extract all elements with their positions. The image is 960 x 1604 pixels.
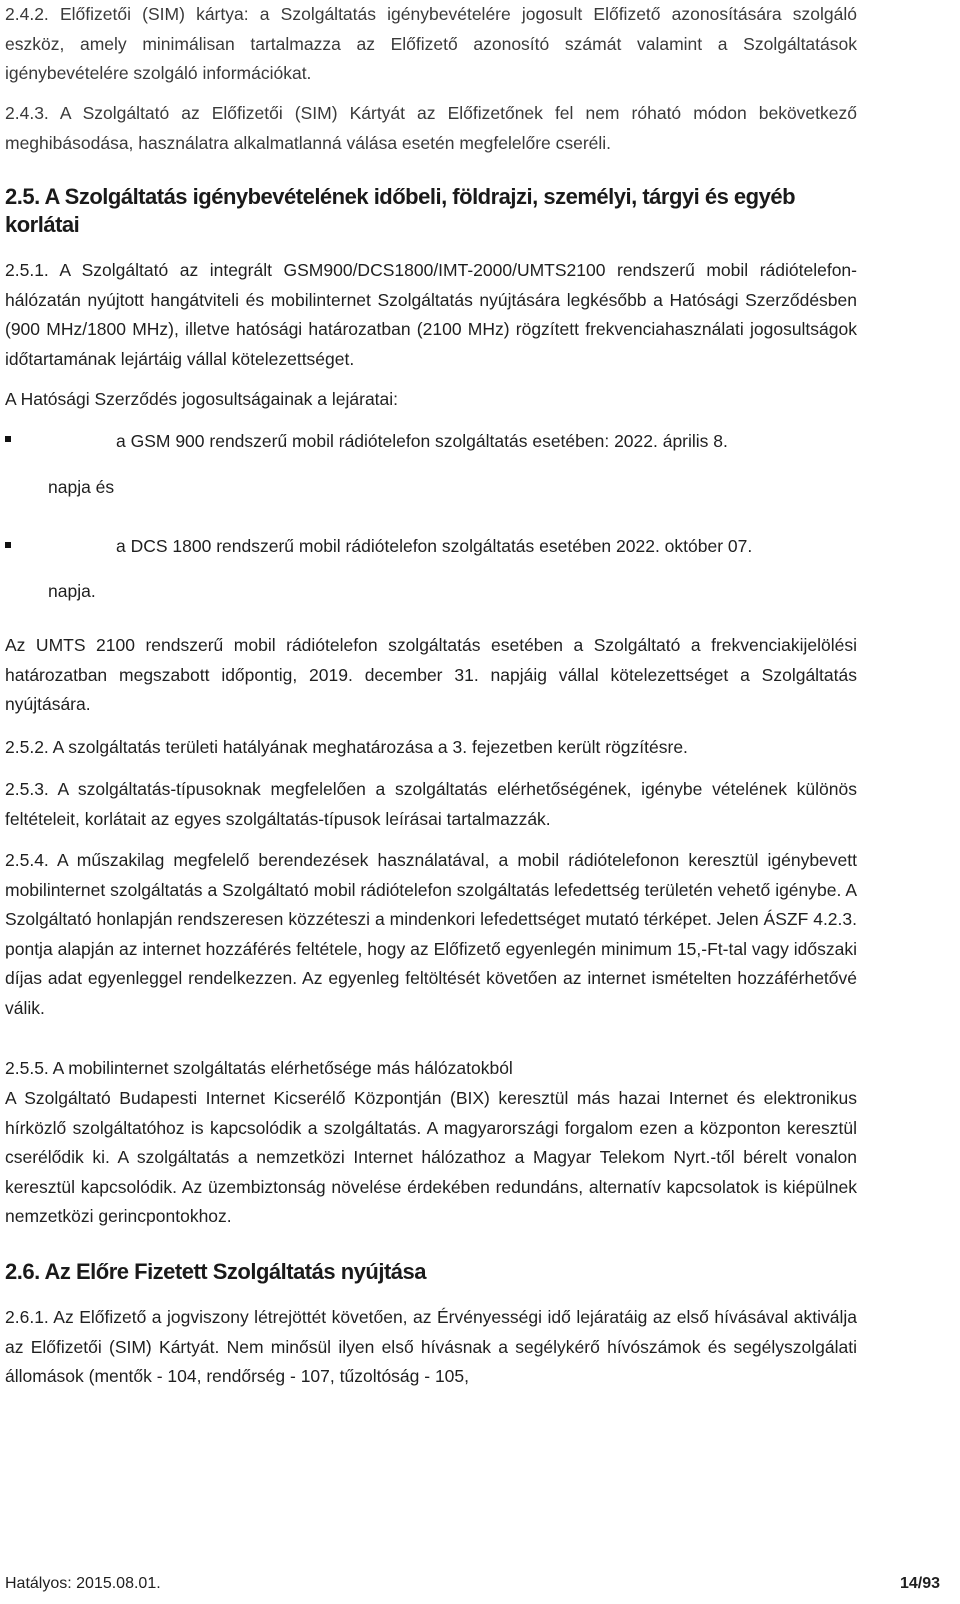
footer-effective-date: Hatályos: 2015.08.01. <box>5 1575 161 1592</box>
paragraph-umts: Az UMTS 2100 rendszerű mobil rádiótelefon szolgáltatás esetében a Szolgáltató a frekvenciakijelölési határozatban megszabott időpontig, 2019. december 31. napjáig vállal kötelezettséget a Szolgáltatás nyújtására. <box>5 635 857 714</box>
bullet-item-dcs: a DCS 1800 rendszerű mobil rádiótelefon szolgáltatás esetében 2022. október 07. <box>116 536 753 556</box>
bullet-marker <box>5 436 11 442</box>
paragraph-2-5-3: 2.5.3. A szolgáltatás-típusoknak megfelelően a szolgáltatás elérhetőségének, igénybe vételének különös feltételeit, korlátait az egyes szolgáltatás-típusok leírásai tartalmazzák. <box>5 779 857 829</box>
bullet-item-gsm: a GSM 900 rendszerű mobil rádiótelefon szolgáltatás esetében: 2022. április 8. <box>116 431 728 451</box>
paragraph-2-6-1: 2.6.1. Az Előfizető a jogviszony létrejöttét követően, az Érvényességi idő lejáratáig az első hívásával aktiválja az Előfizetői (SIM) Kártyát. Nem minősül ilyen első hívásnak a segélykérő hívószámok és segélyszolgálati állomások (mentők - 104, rendőrség - 107, tűzoltóság - 105, <box>5 1307 857 1386</box>
bullet-item-gsm-continuation: napja és <box>48 477 115 497</box>
paragraph-2-4-3: 2.4.3. A Szolgáltató az Előfizetői (SIM) Kártyát az Előfizetőnek fel nem róható módon bekövetkező meghibásodása, használatra alkalmatlanná válása esetén megfelelőre cseréli. <box>5 103 857 153</box>
paragraph-2-4-2: 2.4.2. Előfizetői (SIM) kártya: a Szolgáltatás igénybevételére jogosult Előfizető azonosítására szolgáló eszköz, amely minimálisan tartalmazza az Előfizető azonosító számát valamint a Szolgáltatások igénybevételére szolgáló információkat. <box>5 4 857 83</box>
footer-page-number: 14/93 <box>899 1575 940 1592</box>
paragraph-2-5-2: 2.5.2. A szolgáltatás területi hatályának meghatározása a 3. fejezetben került rögzítésre. <box>5 737 688 757</box>
bullet-item-dcs-continuation: napja. <box>48 581 96 601</box>
bullet-marker <box>5 542 11 548</box>
paragraph-2-5-1: 2.5.1. A Szolgáltató az integrált GSM900/DCS1800/IMT-2000/UMTS2100 rendszerű mobil rádiótelefon-hálózatán nyújtott hangátviteli és mobilinternet Szolgáltatás nyújtására legkésőbb a Hatósági Szerződésben (900 MHz/1800 MHz), illetve hatósági határozatban (2100 MHz) rögzített frekvenciahasználati jogosultságok időtartamának lejártáig vállal kötelezettséget. <box>5 260 857 369</box>
paragraph-hatosagi-szerzodes: A Hatósági Szerződés jogosultságainak a lejáratai: <box>5 389 399 409</box>
paragraph-2-5-5-body: A Szolgáltató Budapesti Internet Kicserélő Központján (BIX) keresztül más hazai Internet és elektronikus hírközlő szolgáltatóhoz is kapcsolódik a szolgáltatás. A magyarországi forgalom ezen a központon keresztül cserélődik ki. A szolgáltatás a nemzetközi Internet hálózathoz a Magyar Telekom Nyrt.-től bérelt vonalon keresztül kapcsolódik. Az üzembiztonság növelése érdekében redundáns, alternatív kapcsolatok is kiépülnek nemzetközi gerincpontokhoz. <box>5 1088 857 1226</box>
paragraph-2-5-5-title: 2.5.5. A mobilinternet szolgáltatás elérhetősége más hálózatokból <box>5 1058 513 1078</box>
section-heading-2-5: 2.5. A Szolgáltatás igénybevételének időbeli, földrajzi, személyi, tárgyi és egyéb korlátai <box>5 184 796 237</box>
section-heading-2-6: 2.6. Az Előre Fizetett Szolgáltatás nyújtása <box>5 1259 426 1284</box>
paragraph-2-5-4: 2.5.4. A műszakilag megfelelő berendezések használatával, a mobil rádiótelefonon keresztül igénybevett mobilinternet szolgáltatás a Szolgáltató mobil rádiótelefon szolgáltatás lefedettség területén vehető igénybe. A Szolgáltató honlapján rendszeresen közzéteszi a mindenkori lefedettséget mutató térképet. Jelen ÁSZF 4.2.3. pontja alapján az internet hozzáférés feltétele, hogy az Előfizető egyenlegén minimum 15,-Ft-tal vagy időszaki díjas adat egyenleggel rendelkezzen. Az egyenleg feltöltését követően az internet ismételten hozzáférhetővé válik. <box>5 850 857 1018</box>
